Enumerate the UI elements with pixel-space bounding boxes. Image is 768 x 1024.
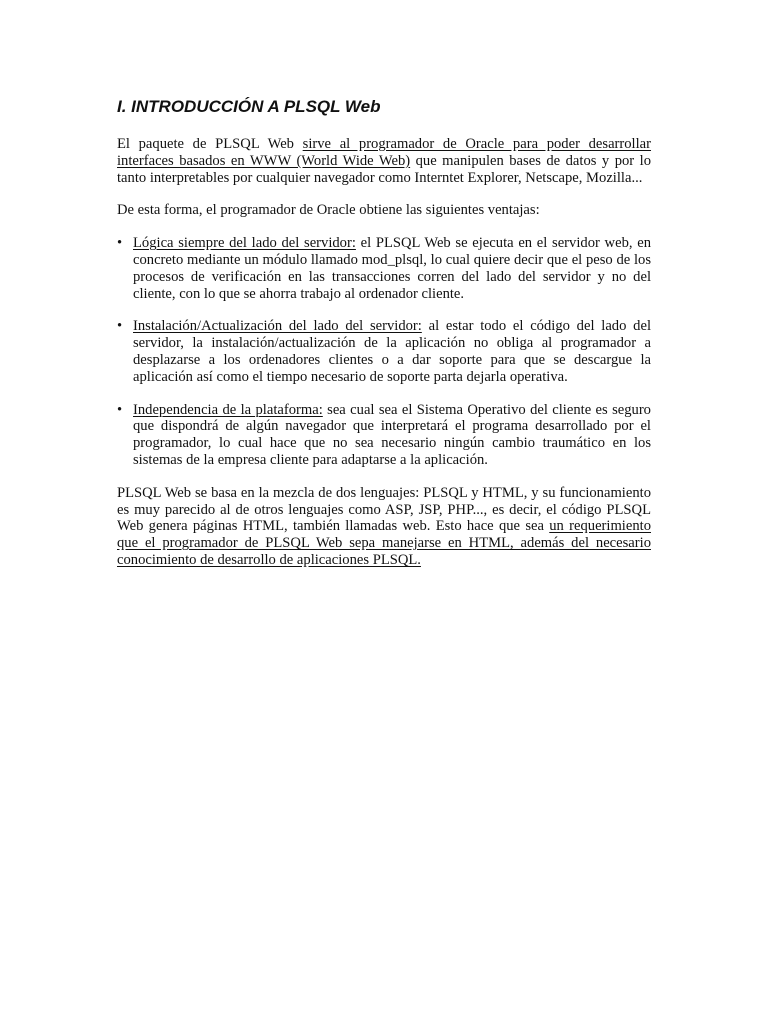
list-item — [117, 235, 651, 302]
document-body — [117, 96, 651, 585]
section-heading: I. INTRODUCCIÓN A PLSQL Web — [117, 97, 381, 116]
closing-text-start: PLSQL Web se basa en la mezcla de dos lenguajes: PLSQL y HTML, y su funcionamiento es muy parecido al de otros lenguajes como ASP, JSP, PHP..., es decir, el código PLSQL Web genera páginas HTML, también llamadas web. Esto hace que sea — [117, 484, 651, 535]
list-item — [117, 402, 651, 469]
intro-text-end: que manipulen bases de datos y por lo tanto interpretables por cualquier navegador como Interntet Explorer, Netscape, Mozilla... — [117, 152, 651, 186]
advantages-list — [117, 235, 651, 469]
list-item — [117, 318, 651, 385]
bullet-icon: • — [117, 318, 123, 335]
list-item-text: al estar todo el código del lado del servidor, la instalación/actualización de la aplicación no obliga al programador a desplazarse a los ordenadores clientes o a dar soporte para que se descargue la aplicación así como el tiempo necesario de soporte parta dejarla operativa. — [133, 318, 651, 385]
list-item-text: sea cual sea el Sistema Operativo del cliente es seguro que dispondrá de algún navegador que interpretará el programa desarrollado por el programador, lo cual hace que no sea necesario ningún cambio traumático en los sistemas de la empresa cliente para adaptarse a la aplicación. — [133, 401, 651, 468]
list-item-title: Lógica siempre del lado del servidor: — [133, 235, 356, 252]
closing-underlined-text: un requerimiento que el programador de PLSQL Web sepa manejarse en HTML, además del necesario conocimiento de desarrollo de aplicaciones PLSQL. — [117, 518, 651, 568]
list-item-title: Instalación/Actualización del lado del servidor: — [133, 318, 422, 335]
bullet-icon: • — [117, 235, 123, 252]
intro-underlined-text: sirve al programador de Oracle para poder desarrollar interfaces basados en WWW (World Wide Web) — [117, 136, 652, 169]
intro-text-start: El paquete de PLSQL Web — [117, 136, 303, 152]
list-item-text: el PLSQL Web se ejecuta en el servidor web, en concreto mediante un módulo llamado mod_plsql, lo cual quiere decir que el peso de los procesos de verificación en las transacciones corren del lado del servidor y no del cliente, con lo que se ahorra trabajo al ordenador cliente. — [133, 235, 651, 302]
bullet-icon: • — [117, 401, 123, 418]
list-item-title: Independencia de la plataforma: — [133, 401, 323, 418]
intro-paragraph — [117, 136, 651, 186]
closing-paragraph — [117, 485, 651, 569]
advantages-lead-paragraph: De esta forma, el programador de Oracle obtiene las siguientes ventajas: — [117, 202, 540, 219]
